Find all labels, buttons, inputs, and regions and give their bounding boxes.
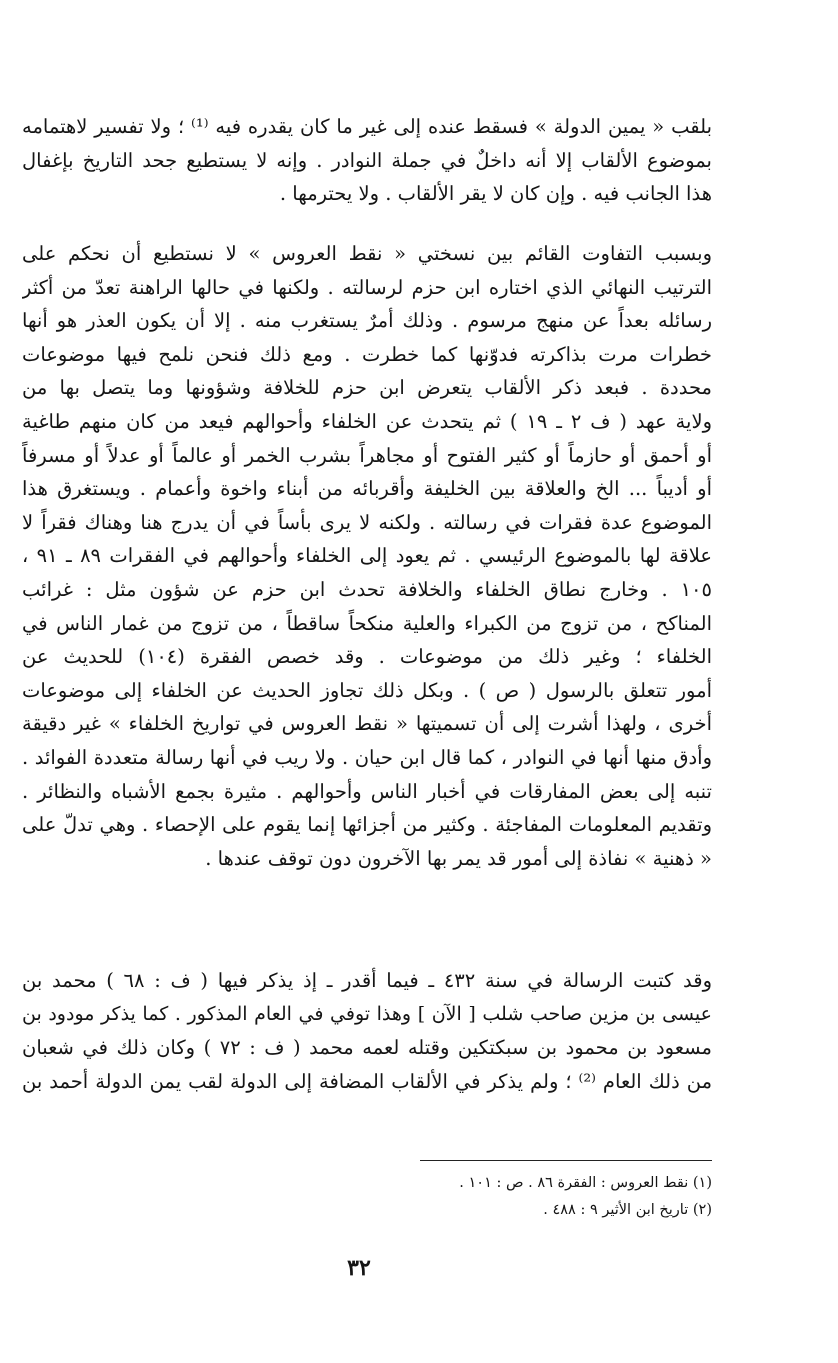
footnote-2: (٢) تاريخ ابن الأثير ٩ : ٤٨٨ . [543, 1202, 712, 1218]
text-line: عيسى بن مزين صاحب شلب [ الآن ] وهذا توفي في العام المذكور . كما يذكر مودود بن [22, 1002, 712, 1025]
paragraph-1 [22, 110, 712, 211]
footnote-1: (١) نقط العروس : الفقرة ٨٦ . ص : ١٠١ . [459, 1175, 712, 1191]
footnotes [360, 1170, 712, 1224]
text-line: بلقب « يمين الدولة » فسقط عنده إلى غير ما كان يقدره فيه ⁽¹⁾ ؛ ولا تفسير لاهتمامه [22, 115, 712, 138]
text-line: « ذهنية » نفاذة إلى أمور قد يمر بها الآخرون دون توقف عندها . [205, 846, 712, 870]
text-line: بموضوع الألقاب إلا أنه داخلٌ في جملة النوادر . وإنه لا يستطيع جحد التاريخ بإغفال [22, 148, 712, 172]
text-line: هذا الجانب فيه . وإن كان لا يقر الألقاب . ولا يحترمها . [279, 182, 712, 206]
text-line: أو أديباً ... الخ والعلاقة بين الخليفة وأقربائه من أبناء واخوة وأعمام . ويستغرق هذا [22, 477, 712, 501]
text-line: وأدق منها أنها في النوادر ، كما قال ابن حيان . ولا ريب في أنها رسالة متعددة الفوائد . [22, 745, 712, 769]
text-line: ولاية عهد ( ف ٢ ـ ١٩ ) ثم يتحدث عن الخلفاء وأحوالهم فيعد من كان منهم طاغية [22, 409, 712, 433]
text-line: وتقديم المعلومات المفاجئة . وكثير من أجزائها إنما يقوم على الإحصاء . وهي تدلّ على [22, 813, 712, 837]
page-number: ٣٢ [347, 1255, 371, 1281]
paragraph-3 [22, 964, 712, 1098]
text-line: أمور تتعلق بالرسول ( ص ) . وبكل ذلك تجاوز الحديث عن الخلفاء إلى موضوعات [22, 678, 712, 702]
text-line: المناكح ، من تزوج من الكبراء والعلية منكحاً ساقطاً ، من تزوج من غمار الناس في [22, 611, 712, 635]
text-line: من ذلك العام ⁽²⁾ ؛ ولم يذكر في الألقاب المضافة إلى الدولة لقب يمن الدولة أحمد بن [22, 1069, 712, 1093]
text-line: وقد كتبت الرسالة في سنة ٤٣٢ ـ فيما أقدر ـ إذ يذكر فيها ( ف : ٦٨ ) محمد بن [22, 969, 712, 992]
text-line: علاقة لها بالموضوع الرئيسي . ثم يعود إلى الخلفاء وأحوالهم في الفقرات ٨٩ ـ ٩١ ، [22, 544, 712, 568]
text-line: محددة . فبعد ذكر الألقاب يتعرض ابن حزم للخلافة وشؤونها وما يتصل بها من [22, 376, 712, 400]
text-line: أخرى ، ولهذا أشرت إلى أن تسميتها « نقط العروس في تواريخ الخلفاء » غير دقيقة [22, 712, 712, 736]
text-line: الموضوع عدة فقرات في رسالته . ولكنه لا يرى بأساً في أن يدرج هنا وهناك فقراً لا [22, 510, 712, 534]
text-line: رسائله بعداً عن منهج مرسوم . وذلك أمرٌ يستغرب منه . إلا أن يكون العذر هو أنها [22, 309, 712, 333]
text-line: الترتيب النهائي الذي اختاره ابن حزم لرسالته . ولكنها في حالها الراهنة تعدّ من أكثر [22, 275, 712, 299]
text-line: وبسبب التفاوت القائم بين نسختي « نقط العروس » لا نستطيع أن نحكم على [22, 242, 712, 265]
text-line: الخلفاء ؛ وغير ذلك من موضوعات . وقد خصص الفقرة (١٠٤) للحديث عن [22, 645, 712, 669]
text-line: ١٠٥ . وخارج نطاق الخلفاء والخلافة تحدث ابن حزم عن شؤون مثل : غرائب [22, 577, 712, 601]
text-line: خطرات مرت بذاكرته فدوّنها كما خطرت . ومع ذلك فنحن نلمح فيها موضوعات [22, 342, 712, 366]
paragraph-2 [22, 237, 712, 875]
text-line: مسعود بن محمود بن سبكتكين وقتله لعمه محمد ( ف : ٧٢ ) وكان ذلك في شعبان [22, 1036, 712, 1060]
text-line: أو أحمق أو حازماً أو كثير الفتوح أو مجاهراً بشرب الخمر أو عالماً أو عدلاً أو مسرفاً [22, 443, 712, 467]
text-line: تنبه إلى بعض المفارقات في أخبار الناس وأحوالهم . مثيرة بجمع الأشباه والنظائر . [22, 779, 712, 803]
footnote-divider [420, 1160, 712, 1161]
